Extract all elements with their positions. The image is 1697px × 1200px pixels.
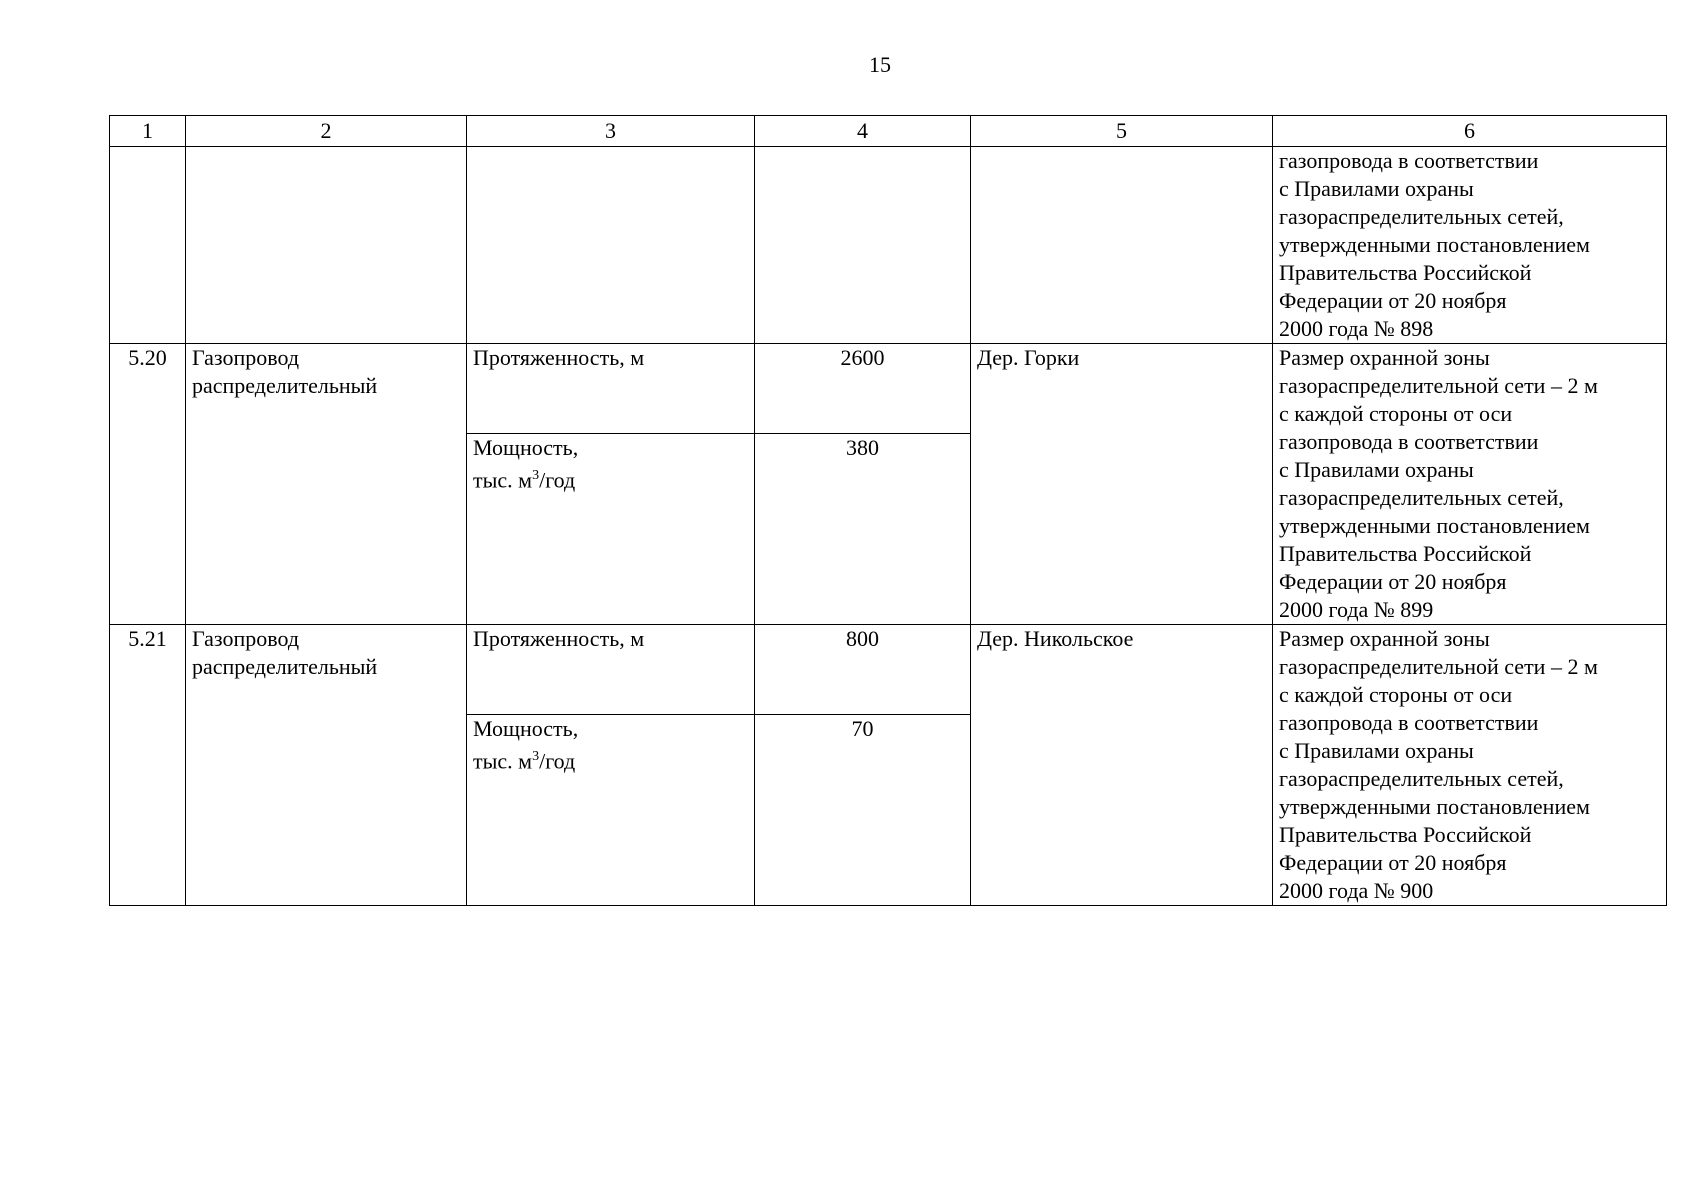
- param-value-cell: 70: [755, 715, 971, 906]
- note-cell: газопровода в соответствии с Правилами охраны газораспределительных сетей, утвержденными постановлением Правительства Российской Федерации от 20 ноября 2000 года № 898: [1273, 147, 1667, 344]
- table-cell: [110, 147, 186, 344]
- header-cell: 3: [467, 116, 755, 147]
- param-label-line: Мощность,: [473, 716, 579, 741]
- param-label-cell: Протяженность, м: [467, 344, 755, 434]
- unit-superscript: 3: [532, 749, 540, 764]
- object-name-cell: [186, 625, 467, 906]
- table-cell: [755, 147, 971, 344]
- param-label-line: [473, 462, 748, 494]
- table-cell: [467, 147, 755, 344]
- param-value-cell: 800: [755, 625, 971, 715]
- location-cell: Дер. Горки: [971, 344, 1273, 625]
- table-row: [110, 344, 1667, 434]
- note-cell: Размер охранной зоны газораспределительной сети – 2 м с каждой стороны от оси газопровода в соответствии с Правилами охраны газораспределительных сетей, утвержденными постановлением Правительства Российской Федерации от 20 ноября 2000 года № 900: [1273, 625, 1667, 906]
- header-cell: 2: [186, 116, 467, 147]
- header-cell: 6: [1273, 116, 1667, 147]
- unit-prefix: тыс. м: [473, 467, 533, 493]
- unit-suffix: /год: [539, 748, 576, 774]
- object-name-line: Газопровод: [192, 626, 300, 651]
- header-cell: 5: [971, 116, 1273, 147]
- object-name-line: распределительный: [192, 654, 378, 679]
- unit-suffix: /год: [539, 467, 576, 493]
- table-cell: [971, 147, 1273, 344]
- unit-superscript: 3: [532, 468, 540, 483]
- param-value-cell: 2600: [755, 344, 971, 434]
- param-label-cell: [467, 715, 755, 906]
- param-label-cell: [467, 434, 755, 625]
- page-number: 15: [869, 52, 891, 77]
- param-value-cell: 380: [755, 434, 971, 625]
- header-cell: 4: [755, 116, 971, 147]
- unit-prefix: тыс. м: [473, 748, 533, 774]
- object-name-line: распределительный: [192, 373, 378, 398]
- document-table: [109, 115, 1667, 906]
- header-cell: 1: [110, 116, 186, 147]
- row-number-cell: 5.20: [110, 344, 186, 625]
- param-label-line: [473, 743, 748, 775]
- table-row-continuation: [110, 147, 1667, 344]
- table-cell: [186, 147, 467, 344]
- param-label-line: Мощность,: [473, 435, 579, 460]
- row-number-cell: 5.21: [110, 625, 186, 906]
- param-label-cell: Протяженность, м: [467, 625, 755, 715]
- table-header-row: [110, 116, 1667, 147]
- table-row: [110, 625, 1667, 715]
- location-cell: Дер. Никольское: [971, 625, 1273, 906]
- note-cell: Размер охранной зоны газораспределительной сети – 2 м с каждой стороны от оси газопровода в соответствии с Правилами охраны газораспределительных сетей, утвержденными постановлением Правительства Российской Федерации от 20 ноября 2000 года № 899: [1273, 344, 1667, 625]
- object-name-cell: [186, 344, 467, 625]
- object-name-line: Газопровод: [192, 345, 300, 370]
